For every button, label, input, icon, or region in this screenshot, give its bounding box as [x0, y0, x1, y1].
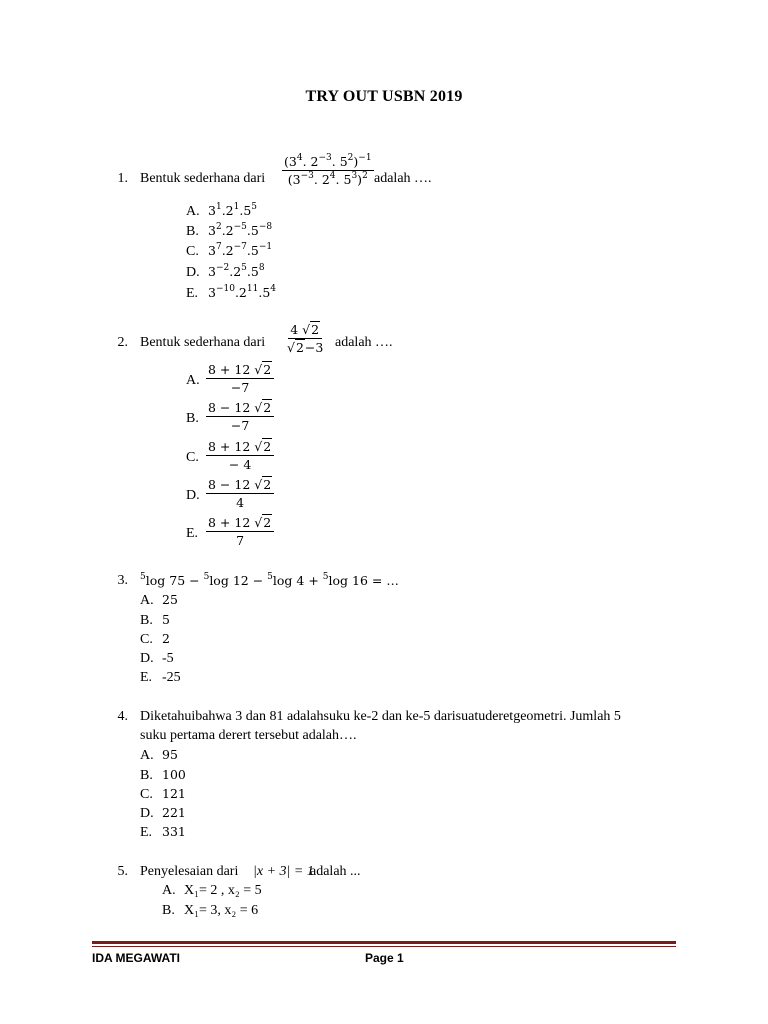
q4-option-d: D. 221	[140, 805, 186, 821]
footer-page-number: Page 1	[365, 951, 404, 965]
q1-option-e: E. $3^{-10}.2^{11}.5^4$	[186, 284, 277, 301]
footer-author: IDA MEGAWATI	[92, 951, 180, 965]
question-2-fraction: $\frac{4 √2}{√2-3}$	[287, 322, 324, 355]
q1-option-c: C. $3^7.2^{-7}.5^{-1}$	[186, 242, 273, 259]
question-3-expression: $^5$log 75 − $^5$log 12 − $^5$log 4 + $^5$log 16 = …	[140, 572, 399, 588]
q2-option-e-letter: E.	[186, 526, 199, 541]
question-5-expression: |x + 3| = 1	[253, 864, 314, 879]
question-4-line2: suku pertama derert tersebut adalah….	[140, 728, 357, 743]
q4-option-b: B. 100	[140, 767, 186, 783]
q3-option-c: C. 2	[140, 631, 170, 647]
q2-option-d-fraction: $\frac{8 - 12 √2}{4}$	[206, 477, 274, 510]
question-5-prefix: Penyelesaian dari	[140, 864, 239, 879]
question-3-number: 3.	[117, 573, 128, 588]
question-1-fraction: $\frac{(3^4. 2^{-3}. 5^2)^{-1}}{(3^{-3}. 2^4. 5^3)^2}$	[284, 153, 372, 187]
q2-option-a-letter: A.	[186, 373, 200, 388]
q4-option-a: A. 95	[140, 747, 178, 763]
q1-option-a: A. $3^1.2^1.5^5$	[186, 202, 258, 219]
q3-option-e: E. -25	[140, 670, 181, 685]
q2-option-b-letter: B.	[186, 411, 199, 426]
question-2-suffix: adalah ….	[335, 335, 393, 350]
q2-option-a-fraction: $\frac{8 + 12 √2}{-7}$	[206, 362, 274, 395]
q3-option-a: A. 25	[140, 592, 178, 608]
q2-option-c-fraction: $\frac{8 + 12 √2}{- 4}$	[206, 439, 274, 472]
q2-option-d-letter: D.	[186, 488, 200, 503]
question-5-suffix: adalah ...	[310, 864, 361, 879]
q5-option-b: B. X₁= 3, x₂ = 6	[162, 903, 259, 918]
question-1-number: 1.	[117, 171, 128, 186]
footer-rule-thin	[92, 946, 676, 947]
q1-option-d: D. $3^{-2}.2^5.5^8$	[186, 263, 265, 280]
q4-option-c: C. 121	[140, 786, 186, 802]
q3-option-d: D. -5	[140, 651, 174, 666]
q4-option-e: E. 331	[140, 824, 186, 840]
q5-option-a: A. X₁= 2 , x₂ = 5	[162, 883, 262, 898]
footer-rule-thick	[92, 941, 676, 944]
question-5-number: 5.	[117, 864, 128, 879]
question-4-number: 4.	[117, 709, 128, 724]
question-2-number: 2.	[117, 335, 128, 350]
q2-option-e-fraction: $\frac{8 + 12 √2}{7}$	[206, 515, 274, 548]
document-title: TRY OUT USBN 2019	[305, 88, 463, 105]
question-2-prefix: Bentuk sederhana dari	[140, 335, 266, 350]
q2-option-c-letter: C.	[186, 450, 199, 465]
q1-option-b: B. $3^2.2^{-5}.5^{-8}$	[186, 222, 273, 239]
question-1-prefix: Bentuk sederhana dari	[140, 171, 266, 186]
question-1-suffix: adalah ….	[374, 171, 432, 186]
question-4-line1: Diketahuibahwa 3 dan 81 adalahsuku ke-2 dan ke-5 darisuatuderetgeometri. Jumlah 5	[140, 709, 621, 724]
q2-option-b-fraction: $\frac{8 - 12 √2}{-7}$	[206, 400, 274, 433]
q3-option-b: B. 5	[140, 612, 170, 628]
